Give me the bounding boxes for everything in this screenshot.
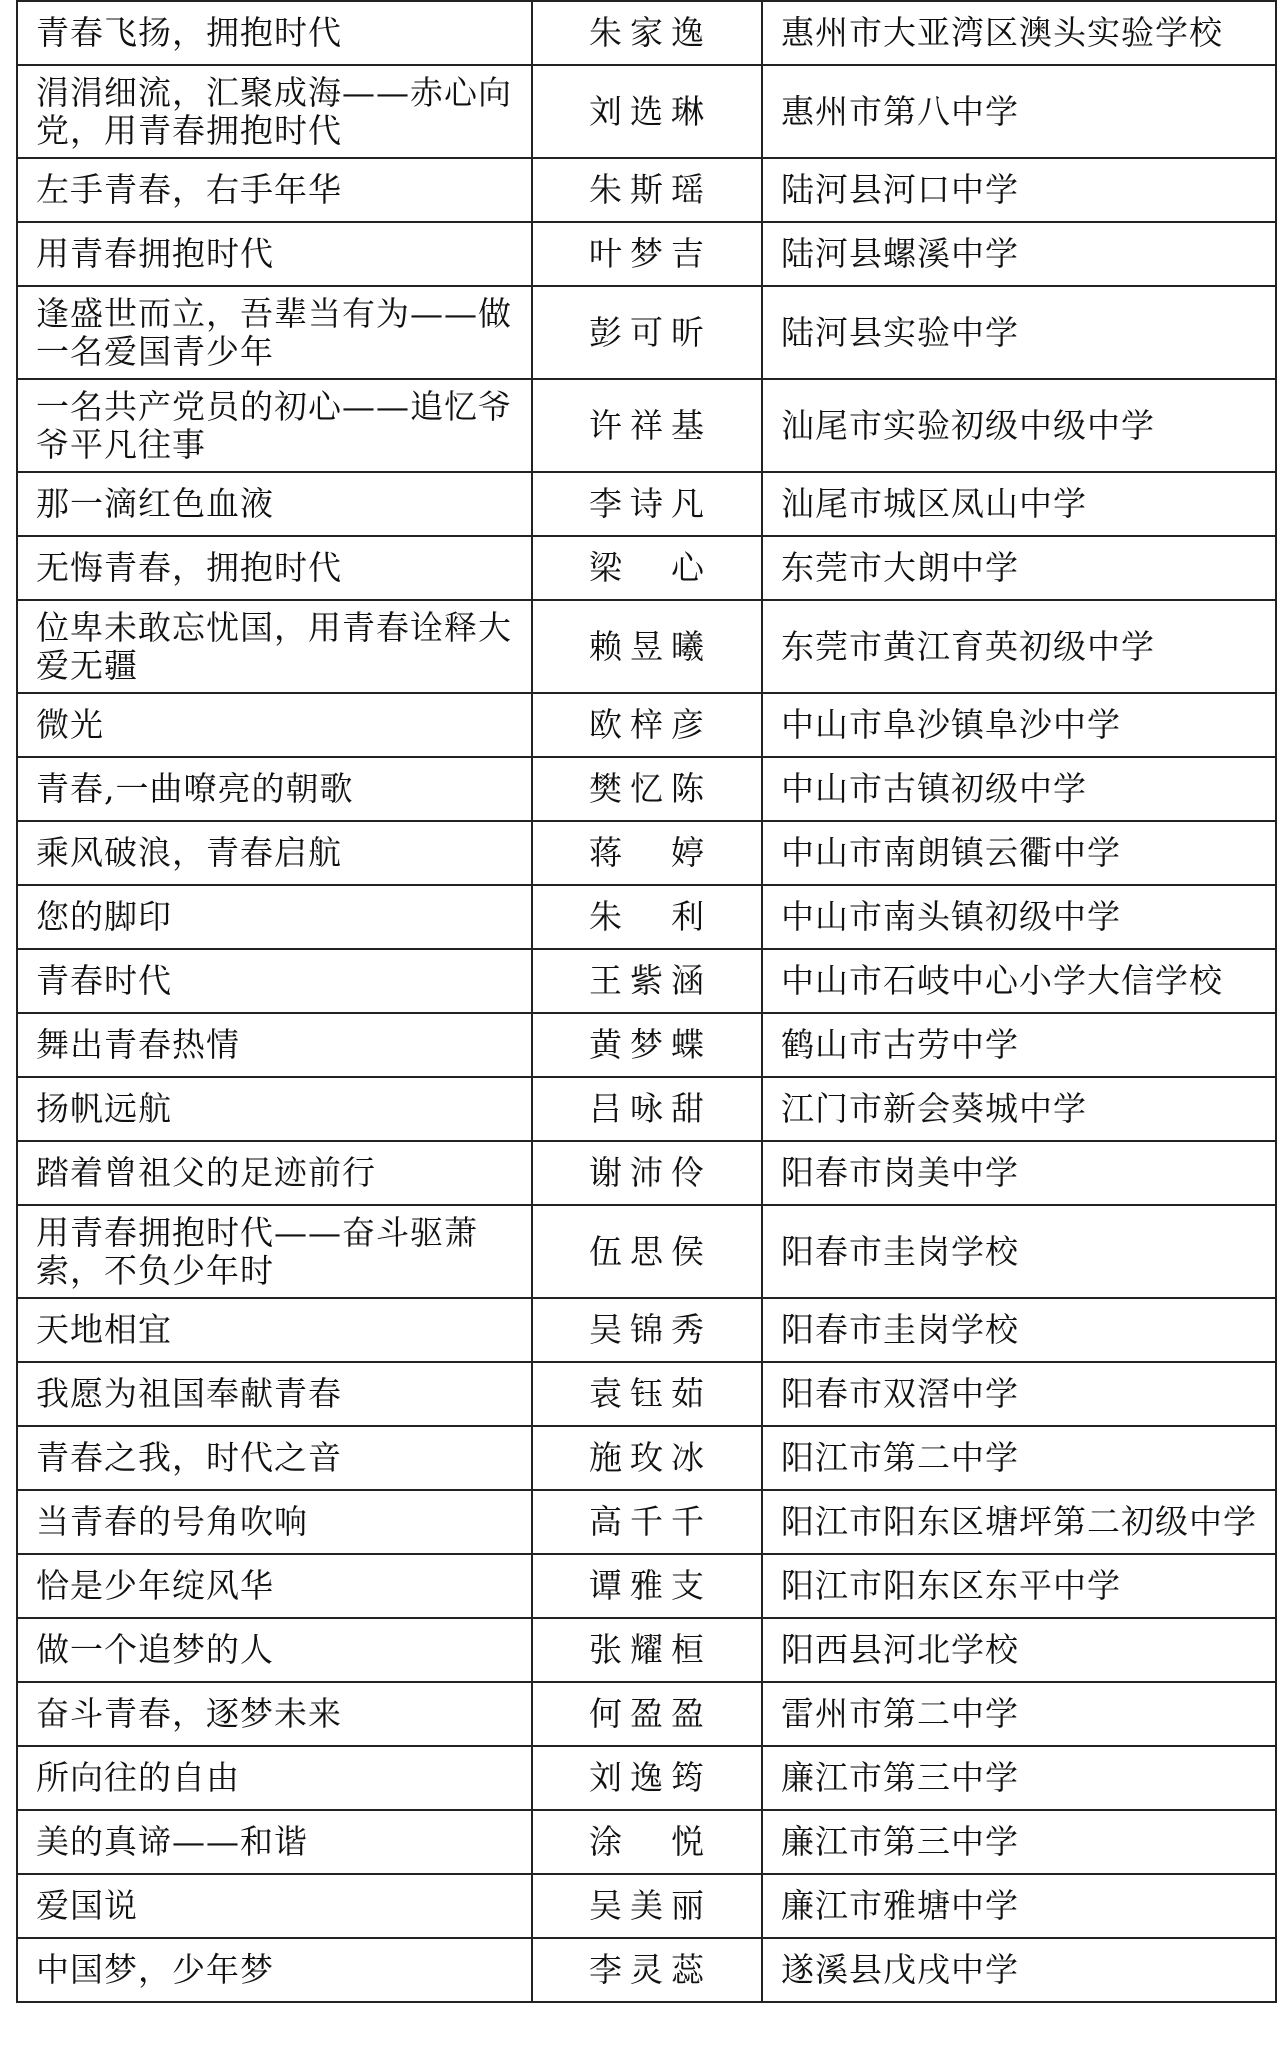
school-name: 廉江市第三中学 bbox=[762, 1746, 1276, 1810]
author-name: 谢沛伶 bbox=[532, 1141, 762, 1205]
essay-title: 舞出青春热情 bbox=[17, 1013, 532, 1077]
essay-title: 一名共产党员的初心——追忆爷爷平凡往事 bbox=[17, 379, 532, 472]
essay-title: 爱国说 bbox=[17, 1874, 532, 1938]
table-row bbox=[17, 158, 1276, 222]
school-name: 汕尾市城区凤山中学 bbox=[762, 472, 1276, 536]
table-row bbox=[17, 1362, 1276, 1426]
essay-title: 左手青春，右手年华 bbox=[17, 158, 532, 222]
table-row bbox=[17, 757, 1276, 821]
author-name: 吴美丽 bbox=[532, 1874, 762, 1938]
table-row bbox=[17, 286, 1276, 379]
school-name: 阳春市双滘中学 bbox=[762, 1362, 1276, 1426]
award-table bbox=[16, 0, 1277, 2003]
author-name: 王紫涵 bbox=[532, 949, 762, 1013]
school-name: 廉江市雅塘中学 bbox=[762, 1874, 1276, 1938]
author-name: 吕咏甜 bbox=[532, 1077, 762, 1141]
essay-title: 那一滴红色血液 bbox=[17, 472, 532, 536]
essay-title: 做一个追梦的人 bbox=[17, 1618, 532, 1682]
table-row bbox=[17, 65, 1276, 158]
essay-title: 美的真谛——和谐 bbox=[17, 1810, 532, 1874]
author-name: 樊忆陈 bbox=[532, 757, 762, 821]
author-name: 蒋 婷 bbox=[532, 821, 762, 885]
essay-title: 无悔青春，拥抱时代 bbox=[17, 536, 532, 600]
essay-title: 乘风破浪，青春启航 bbox=[17, 821, 532, 885]
table-row bbox=[17, 1938, 1276, 2002]
school-name: 陆河县螺溪中学 bbox=[762, 222, 1276, 286]
table-row bbox=[17, 1, 1276, 65]
table-row bbox=[17, 949, 1276, 1013]
table-row bbox=[17, 1013, 1276, 1077]
school-name: 东莞市大朗中学 bbox=[762, 536, 1276, 600]
school-name: 陆河县河口中学 bbox=[762, 158, 1276, 222]
essay-title: 天地相宜 bbox=[17, 1298, 532, 1362]
table-row bbox=[17, 222, 1276, 286]
school-name: 鹤山市古劳中学 bbox=[762, 1013, 1276, 1077]
essay-title: 用青春拥抱时代 bbox=[17, 222, 532, 286]
award-table-container bbox=[16, 0, 1259, 2003]
author-name: 朱斯瑶 bbox=[532, 158, 762, 222]
table-row bbox=[17, 472, 1276, 536]
table-row bbox=[17, 1077, 1276, 1141]
table-row bbox=[17, 1298, 1276, 1362]
author-name: 刘逸筠 bbox=[532, 1746, 762, 1810]
table-row bbox=[17, 885, 1276, 949]
table-row bbox=[17, 1810, 1276, 1874]
essay-title: 奋斗青春，逐梦未来 bbox=[17, 1682, 532, 1746]
author-name: 叶梦吉 bbox=[532, 222, 762, 286]
school-name: 中山市古镇初级中学 bbox=[762, 757, 1276, 821]
essay-title: 当青春的号角吹响 bbox=[17, 1490, 532, 1554]
author-name: 张耀桓 bbox=[532, 1618, 762, 1682]
school-name: 阳江市第二中学 bbox=[762, 1426, 1276, 1490]
school-name: 遂溪县戊戌中学 bbox=[762, 1938, 1276, 2002]
author-name: 袁钰茹 bbox=[532, 1362, 762, 1426]
school-name: 惠州市大亚湾区澳头实验学校 bbox=[762, 1, 1276, 65]
school-name: 惠州市第八中学 bbox=[762, 65, 1276, 158]
table-row bbox=[17, 1141, 1276, 1205]
essay-title: 青春时代 bbox=[17, 949, 532, 1013]
essay-title: 青春之我，时代之音 bbox=[17, 1426, 532, 1490]
author-name: 黄梦蝶 bbox=[532, 1013, 762, 1077]
school-name: 汕尾市实验初级中级中学 bbox=[762, 379, 1276, 472]
school-name: 廉江市第三中学 bbox=[762, 1810, 1276, 1874]
essay-title: 逢盛世而立，吾辈当有为——做一名爱国青少年 bbox=[17, 286, 532, 379]
essay-title: 中国梦，少年梦 bbox=[17, 1938, 532, 2002]
table-row bbox=[17, 1746, 1276, 1810]
essay-title: 用青春拥抱时代——奋斗驱萧索，不负少年时 bbox=[17, 1205, 532, 1298]
table-row bbox=[17, 379, 1276, 472]
school-name: 阳春市圭岗学校 bbox=[762, 1205, 1276, 1298]
school-name: 阳江市阳东区塘坪第二初级中学 bbox=[762, 1490, 1276, 1554]
essay-title: 我愿为祖国奉献青春 bbox=[17, 1362, 532, 1426]
table-row bbox=[17, 1205, 1276, 1298]
table-row bbox=[17, 1490, 1276, 1554]
essay-title: 扬帆远航 bbox=[17, 1077, 532, 1141]
essay-title: 踏着曾祖父的足迹前行 bbox=[17, 1141, 532, 1205]
essay-title: 所向往的自由 bbox=[17, 1746, 532, 1810]
school-name: 江门市新会葵城中学 bbox=[762, 1077, 1276, 1141]
author-name: 彭可昕 bbox=[532, 286, 762, 379]
school-name: 中山市南朗镇云衢中学 bbox=[762, 821, 1276, 885]
school-name: 东莞市黄江育英初级中学 bbox=[762, 600, 1276, 693]
author-name: 李诗凡 bbox=[532, 472, 762, 536]
school-name: 中山市南头镇初级中学 bbox=[762, 885, 1276, 949]
author-name: 吴锦秀 bbox=[532, 1298, 762, 1362]
school-name: 中山市阜沙镇阜沙中学 bbox=[762, 693, 1276, 757]
table-row bbox=[17, 1554, 1276, 1618]
essay-title: 恰是少年绽风华 bbox=[17, 1554, 532, 1618]
table-row bbox=[17, 536, 1276, 600]
author-name: 何盈盈 bbox=[532, 1682, 762, 1746]
author-name: 朱家逸 bbox=[532, 1, 762, 65]
school-name: 中山市石岐中心小学大信学校 bbox=[762, 949, 1276, 1013]
author-name: 许祥基 bbox=[532, 379, 762, 472]
school-name: 阳春市岗美中学 bbox=[762, 1141, 1276, 1205]
author-name: 赖昱曦 bbox=[532, 600, 762, 693]
school-name: 陆河县实验中学 bbox=[762, 286, 1276, 379]
essay-title: 青春飞扬，拥抱时代 bbox=[17, 1, 532, 65]
essay-title: 微光 bbox=[17, 693, 532, 757]
table-row bbox=[17, 1618, 1276, 1682]
table-row bbox=[17, 1874, 1276, 1938]
author-name: 刘选琳 bbox=[532, 65, 762, 158]
essay-title: 涓涓细流，汇聚成海——赤心向党，用青春拥抱时代 bbox=[17, 65, 532, 158]
author-name: 伍思侯 bbox=[532, 1205, 762, 1298]
school-name: 阳春市圭岗学校 bbox=[762, 1298, 1276, 1362]
table-row bbox=[17, 1426, 1276, 1490]
essay-title: 位卑未敢忘忧国，用青春诠释大爱无疆 bbox=[17, 600, 532, 693]
table-row bbox=[17, 693, 1276, 757]
author-name: 李灵蕊 bbox=[532, 1938, 762, 2002]
author-name: 施玫冰 bbox=[532, 1426, 762, 1490]
school-name: 雷州市第二中学 bbox=[762, 1682, 1276, 1746]
author-name: 梁 心 bbox=[532, 536, 762, 600]
table-row bbox=[17, 821, 1276, 885]
author-name: 涂 悦 bbox=[532, 1810, 762, 1874]
author-name: 欧梓彦 bbox=[532, 693, 762, 757]
essay-title: 青春,一曲嘹亮的朝歌 bbox=[17, 757, 532, 821]
author-name: 朱 利 bbox=[532, 885, 762, 949]
author-name: 谭雅支 bbox=[532, 1554, 762, 1618]
essay-title: 您的脚印 bbox=[17, 885, 532, 949]
table-row bbox=[17, 1682, 1276, 1746]
school-name: 阳西县河北学校 bbox=[762, 1618, 1276, 1682]
school-name: 阳江市阳东区东平中学 bbox=[762, 1554, 1276, 1618]
author-name: 高千千 bbox=[532, 1490, 762, 1554]
table-row bbox=[17, 600, 1276, 693]
